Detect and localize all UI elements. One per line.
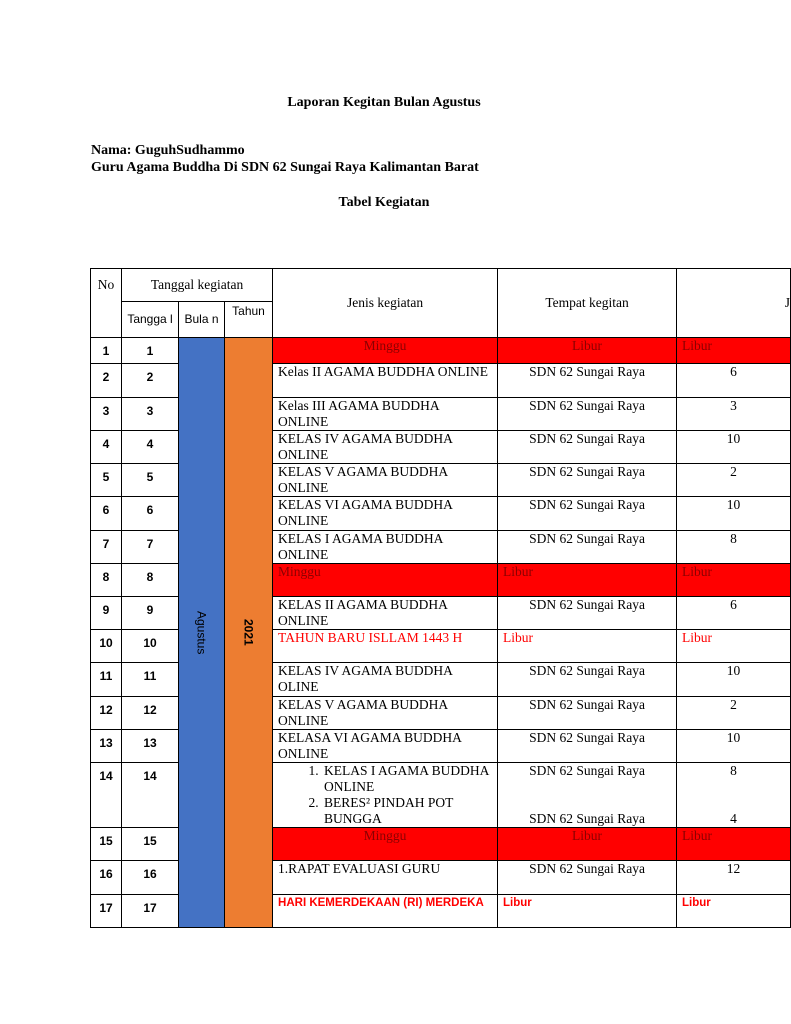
report-title: Laporan Kegitan Bulan Agustus: [287, 95, 481, 110]
header-no: No: [91, 269, 122, 338]
teacher-name: Nama: GuguhSudhammo: [91, 143, 245, 158]
header-tempat: Tempat kegitan: [498, 269, 677, 338]
count-cell: Libur: [677, 338, 791, 364]
row-number: 17: [91, 895, 122, 928]
row-date: 17: [122, 895, 179, 928]
row-number: 13: [91, 730, 122, 763]
header-tanggal: Tangga l: [122, 302, 179, 338]
activity-cell: Kelas III AGAMA BUDDHA ONLINE: [273, 398, 498, 431]
activity-cell: KELASA VI AGAMA BUDDHA ONLINE: [273, 730, 498, 763]
row-date: 16: [122, 861, 179, 895]
activity-cell: KELAS VI AGAMA BUDDHA ONLINE: [273, 497, 498, 531]
place-cell: Libur: [498, 828, 677, 861]
count-text: 8: [730, 763, 737, 778]
row-number: 4: [91, 431, 122, 464]
row-number: 1: [91, 338, 122, 364]
row-date: 15: [122, 828, 179, 861]
row-number: 3: [91, 398, 122, 431]
activity-cell: KELAS IV AGAMA BUDDHA OLINE: [273, 663, 498, 697]
row-number: 11: [91, 663, 122, 697]
row-number: 9: [91, 597, 122, 630]
place-cell: SDN 62 Sungai Raya: [498, 531, 677, 564]
count-cell: 2: [677, 464, 791, 497]
row-number: 16: [91, 861, 122, 895]
place-cell: SDN 62 Sungai Raya: [498, 663, 677, 697]
activity-cell: KELAS V AGAMA BUDDHA ONLINE: [273, 697, 498, 730]
place-cell: SDN 62 Sungai Raya: [498, 861, 677, 895]
activity-cell: TAHUN BARU ISLLAM 1443 H: [273, 630, 498, 663]
row-number: 15: [91, 828, 122, 861]
row-number: 6: [91, 497, 122, 531]
place-cell: SDN 62 Sungai Raya: [498, 398, 677, 431]
activity-table: [90, 268, 791, 928]
row-number: 7: [91, 531, 122, 564]
count-cell: Libur: [677, 828, 791, 861]
row-date: 14: [122, 763, 179, 828]
header-jumlah: J: [677, 269, 791, 338]
year-label: 2021: [241, 619, 256, 646]
row-date: 9: [122, 597, 179, 630]
year-cell: [225, 338, 273, 928]
row-date: 8: [122, 564, 179, 597]
row-date: 11: [122, 663, 179, 697]
activity-cell: 1.RAPAT EVALUASI GURU: [273, 861, 498, 895]
count-cell: 6: [677, 364, 791, 398]
place-cell: SDN 62 Sungai Raya: [498, 464, 677, 497]
place-cell: SDN 62 Sungai Raya: [498, 697, 677, 730]
activity-cell: [273, 763, 498, 828]
activity-cell: Kelas II AGAMA BUDDHA ONLINE: [273, 364, 498, 398]
row-date: 13: [122, 730, 179, 763]
activity-cell: Minggu: [273, 828, 498, 861]
place-cell: SDN 62 Sungai Raya: [498, 431, 677, 464]
table-title: Tabel Kegiatan: [338, 195, 430, 210]
row-number: 2: [91, 364, 122, 398]
teacher-role: Guru Agama Buddha Di SDN 62 Sungai Raya Kalimantan Barat: [91, 160, 479, 175]
header-tahun: Tahun: [225, 302, 273, 338]
row-date: 2: [122, 364, 179, 398]
count-cell: 10: [677, 730, 791, 763]
activity-cell: KELAS II AGAMA BUDDHA ONLINE: [273, 597, 498, 630]
activity-cell: KELAS I AGAMA BUDDHA ONLINE: [273, 531, 498, 564]
place-cell: Libur: [498, 895, 677, 928]
month-cell: [179, 338, 225, 928]
month-label: Agustus: [194, 610, 209, 655]
activity-cell: KELAS V AGAMA BUDDHA ONLINE: [273, 464, 498, 497]
header-bulan: Bula n: [179, 302, 225, 338]
row-date: 1: [122, 338, 179, 364]
header-jenis: Jenis kegiatan: [273, 269, 498, 338]
activity-cell: Minggu: [273, 564, 498, 597]
activity-list: [278, 763, 492, 827]
count-cell: [677, 763, 791, 828]
count-cell: Libur: [677, 630, 791, 663]
row-date: 5: [122, 464, 179, 497]
count-cell: 2: [677, 697, 791, 730]
place-cell: SDN 62 Sungai Raya: [498, 364, 677, 398]
place-cell: SDN 62 Sungai Raya: [498, 597, 677, 630]
row-date: 4: [122, 431, 179, 464]
row-date: 3: [122, 398, 179, 431]
count-cell: 8: [677, 531, 791, 564]
count-cell: 3: [677, 398, 791, 431]
row-date: 6: [122, 497, 179, 531]
place-cell: Libur: [498, 630, 677, 663]
row-number: 8: [91, 564, 122, 597]
count-cell: Libur: [677, 895, 791, 928]
count-cell: 10: [677, 431, 791, 464]
row-number: 12: [91, 697, 122, 730]
count-cell: 10: [677, 663, 791, 697]
count-cell: 6: [677, 597, 791, 630]
place-cell: SDN 62 Sungai Raya: [498, 730, 677, 763]
activity-cell: Minggu: [273, 338, 498, 364]
activity-cell: HARI KEMERDEKAAN (RI) MERDEKA: [273, 895, 498, 928]
count-cell: 10: [677, 497, 791, 531]
row-number: 5: [91, 464, 122, 497]
table-row: [91, 338, 791, 364]
count-cell: 12: [677, 861, 791, 895]
count-text: 4: [730, 811, 737, 826]
row-date: 7: [122, 531, 179, 564]
row-number: 14: [91, 763, 122, 828]
list-item: 2. BERES² PINDAH POT BUNGGA: [322, 795, 492, 827]
header-tanggal-kegiatan: Tanggal kegiatan: [122, 269, 273, 302]
place-cell: Libur: [498, 564, 677, 597]
row-number: 10: [91, 630, 122, 663]
place-text: SDN 62 Sungai Raya: [529, 811, 645, 826]
list-item: 1. KELAS I AGAMA BUDDHA ONLINE: [322, 763, 492, 795]
place-text: SDN 62 Sungai Raya: [529, 763, 645, 778]
place-cell: Libur: [498, 338, 677, 364]
row-date: 10: [122, 630, 179, 663]
row-date: 12: [122, 697, 179, 730]
place-cell: SDN 62 Sungai Raya: [498, 497, 677, 531]
count-cell: Libur: [677, 564, 791, 597]
activity-cell: KELAS IV AGAMA BUDDHA ONLINE: [273, 431, 498, 464]
place-cell: [498, 763, 677, 828]
